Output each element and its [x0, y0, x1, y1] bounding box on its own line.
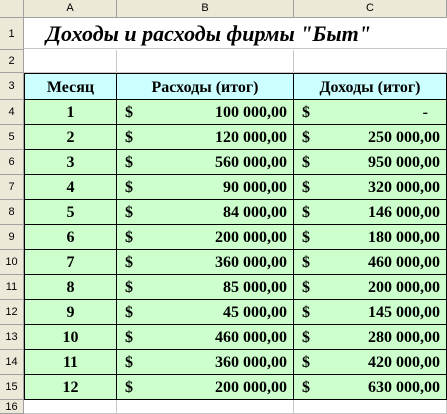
currency-symbol: $ — [125, 279, 133, 296]
currency-symbol: $ — [302, 254, 310, 271]
row-header-8[interactable]: 8 — [0, 200, 24, 225]
expense-cell[interactable] — [117, 250, 294, 275]
row-header-3[interactable]: 3 — [0, 73, 24, 100]
row-header-16[interactable]: 16 — [0, 400, 24, 414]
cell-empty[interactable] — [294, 400, 447, 414]
expense-cell-value: 90 000,00 — [223, 179, 287, 196]
expense-cell-value: 200 000,00 — [215, 229, 287, 246]
currency-symbol: $ — [302, 154, 310, 171]
expense-cell-value: 360 000,00 — [215, 354, 287, 371]
currency-symbol: $ — [302, 104, 310, 121]
month-cell[interactable]: 7 — [24, 250, 117, 275]
currency-symbol: $ — [302, 329, 310, 346]
income-cell[interactable] — [294, 125, 447, 150]
row-header-9[interactable]: 9 — [0, 225, 24, 250]
expense-cell-value: 120 000,00 — [215, 129, 287, 146]
currency-symbol: $ — [302, 204, 310, 221]
expense-cell[interactable] — [117, 200, 294, 225]
expense-cell[interactable] — [117, 150, 294, 175]
income-cell-value: 280 000,00 — [368, 329, 440, 346]
expense-cell-value: 200 000,00 — [215, 379, 287, 396]
cell-empty[interactable] — [24, 50, 117, 73]
currency-symbol: $ — [125, 354, 133, 371]
currency-symbol: $ — [302, 279, 310, 296]
income-cell[interactable] — [294, 275, 447, 300]
currency-symbol: $ — [125, 154, 133, 171]
month-cell[interactable]: 2 — [24, 125, 117, 150]
month-cell[interactable]: 3 — [24, 150, 117, 175]
income-cell[interactable] — [294, 350, 447, 375]
currency-symbol: $ — [125, 329, 133, 346]
column-header-a[interactable]: A — [24, 0, 117, 17]
row-header-11[interactable]: 11 — [0, 275, 24, 300]
month-cell[interactable]: 1 — [24, 100, 117, 125]
income-cell[interactable] — [294, 225, 447, 250]
cell-empty[interactable] — [24, 400, 117, 414]
expense-cell-value: 45 000,00 — [223, 304, 287, 321]
expense-cell[interactable] — [117, 325, 294, 350]
column-header-c[interactable]: C — [294, 0, 447, 17]
cell-empty[interactable] — [117, 400, 294, 414]
income-cell-value: 950 000,00 — [368, 154, 440, 171]
income-cell[interactable] — [294, 175, 447, 200]
expense-cell[interactable] — [117, 175, 294, 200]
currency-symbol: $ — [302, 229, 310, 246]
income-cell-value: 180 000,00 — [368, 229, 440, 246]
income-cell-value: 420 000,00 — [368, 354, 440, 371]
currency-symbol: $ — [302, 379, 310, 396]
row-header-7[interactable]: 7 — [0, 175, 24, 200]
month-cell[interactable]: 6 — [24, 225, 117, 250]
row-header-12[interactable]: 12 — [0, 300, 24, 325]
row-header-4[interactable]: 4 — [0, 100, 24, 125]
currency-symbol: $ — [125, 304, 133, 321]
currency-symbol: $ — [302, 179, 310, 196]
row-header-10[interactable]: 10 — [0, 250, 24, 275]
row-header-1[interactable]: 1 — [0, 18, 24, 50]
income-cell-value: 630 000,00 — [368, 379, 440, 396]
currency-symbol: $ — [125, 179, 133, 196]
currency-symbol: $ — [125, 129, 133, 146]
expense-cell[interactable] — [117, 100, 294, 125]
expense-cell[interactable] — [117, 275, 294, 300]
currency-symbol: $ — [125, 254, 133, 271]
month-cell[interactable]: 4 — [24, 175, 117, 200]
column-title-cell[interactable]: Расходы (итог) — [117, 73, 294, 100]
income-cell-value: 250 000,00 — [368, 129, 440, 146]
row-header-2[interactable]: 2 — [0, 50, 24, 73]
month-cell[interactable]: 12 — [24, 375, 117, 400]
column-title-cell[interactable]: Доходы (итог) — [294, 73, 447, 100]
expense-cell-value: 84 000,00 — [223, 204, 287, 221]
expense-cell-value: 460 000,00 — [215, 329, 287, 346]
expense-cell[interactable] — [117, 125, 294, 150]
currency-symbol: $ — [125, 379, 133, 396]
income-cell-value: 460 000,00 — [368, 254, 440, 271]
row-header-15[interactable]: 15 — [0, 375, 24, 400]
cell-empty[interactable] — [294, 50, 447, 73]
cell-empty[interactable] — [117, 50, 294, 73]
expense-cell[interactable] — [117, 300, 294, 325]
month-cell[interactable]: 5 — [24, 200, 117, 225]
currency-symbol: $ — [125, 229, 133, 246]
currency-symbol: $ — [302, 354, 310, 371]
row-header-6[interactable]: 6 — [0, 150, 24, 175]
income-cell[interactable] — [294, 325, 447, 350]
currency-symbol: $ — [125, 204, 133, 221]
column-title-cell[interactable]: Месяц — [24, 73, 117, 100]
column-header-b[interactable]: B — [117, 0, 294, 17]
income-cell-value: 145 000,00 — [368, 304, 440, 321]
expense-cell[interactable] — [117, 375, 294, 400]
income-cell[interactable] — [294, 250, 447, 275]
select-all-corner[interactable] — [0, 0, 24, 17]
expense-cell-value: 100 000,00 — [215, 104, 287, 121]
expense-cell[interactable] — [117, 225, 294, 250]
income-cell-value: 320 000,00 — [368, 179, 440, 196]
month-cell[interactable]: 10 — [24, 325, 117, 350]
income-cell[interactable] — [294, 150, 447, 175]
month-cell[interactable]: 9 — [24, 300, 117, 325]
income-cell-value: 200 000,00 — [368, 279, 440, 296]
income-cell-value: 146 000,00 — [368, 204, 440, 221]
row-header-5[interactable]: 5 — [0, 125, 24, 150]
sheet-title-cell[interactable]: Доходы и расходы фирмы "Быт" — [24, 18, 447, 49]
row-header-14[interactable]: 14 — [0, 350, 24, 375]
income-cell-value: - — [422, 104, 428, 121]
currency-symbol: $ — [125, 104, 133, 121]
expense-cell[interactable] — [117, 350, 294, 375]
month-cell[interactable]: 11 — [24, 350, 117, 375]
row-header-13[interactable]: 13 — [0, 325, 24, 350]
income-cell[interactable] — [294, 300, 447, 325]
expense-cell-value: 85 000,00 — [223, 279, 287, 296]
income-cell[interactable] — [294, 200, 447, 225]
expense-cell-value: 360 000,00 — [215, 254, 287, 271]
income-cell[interactable] — [294, 375, 447, 400]
month-cell[interactable]: 8 — [24, 275, 117, 300]
income-cell[interactable] — [294, 100, 447, 125]
expense-cell-value: 560 000,00 — [215, 154, 287, 171]
currency-symbol: $ — [302, 129, 310, 146]
currency-symbol: $ — [302, 304, 310, 321]
